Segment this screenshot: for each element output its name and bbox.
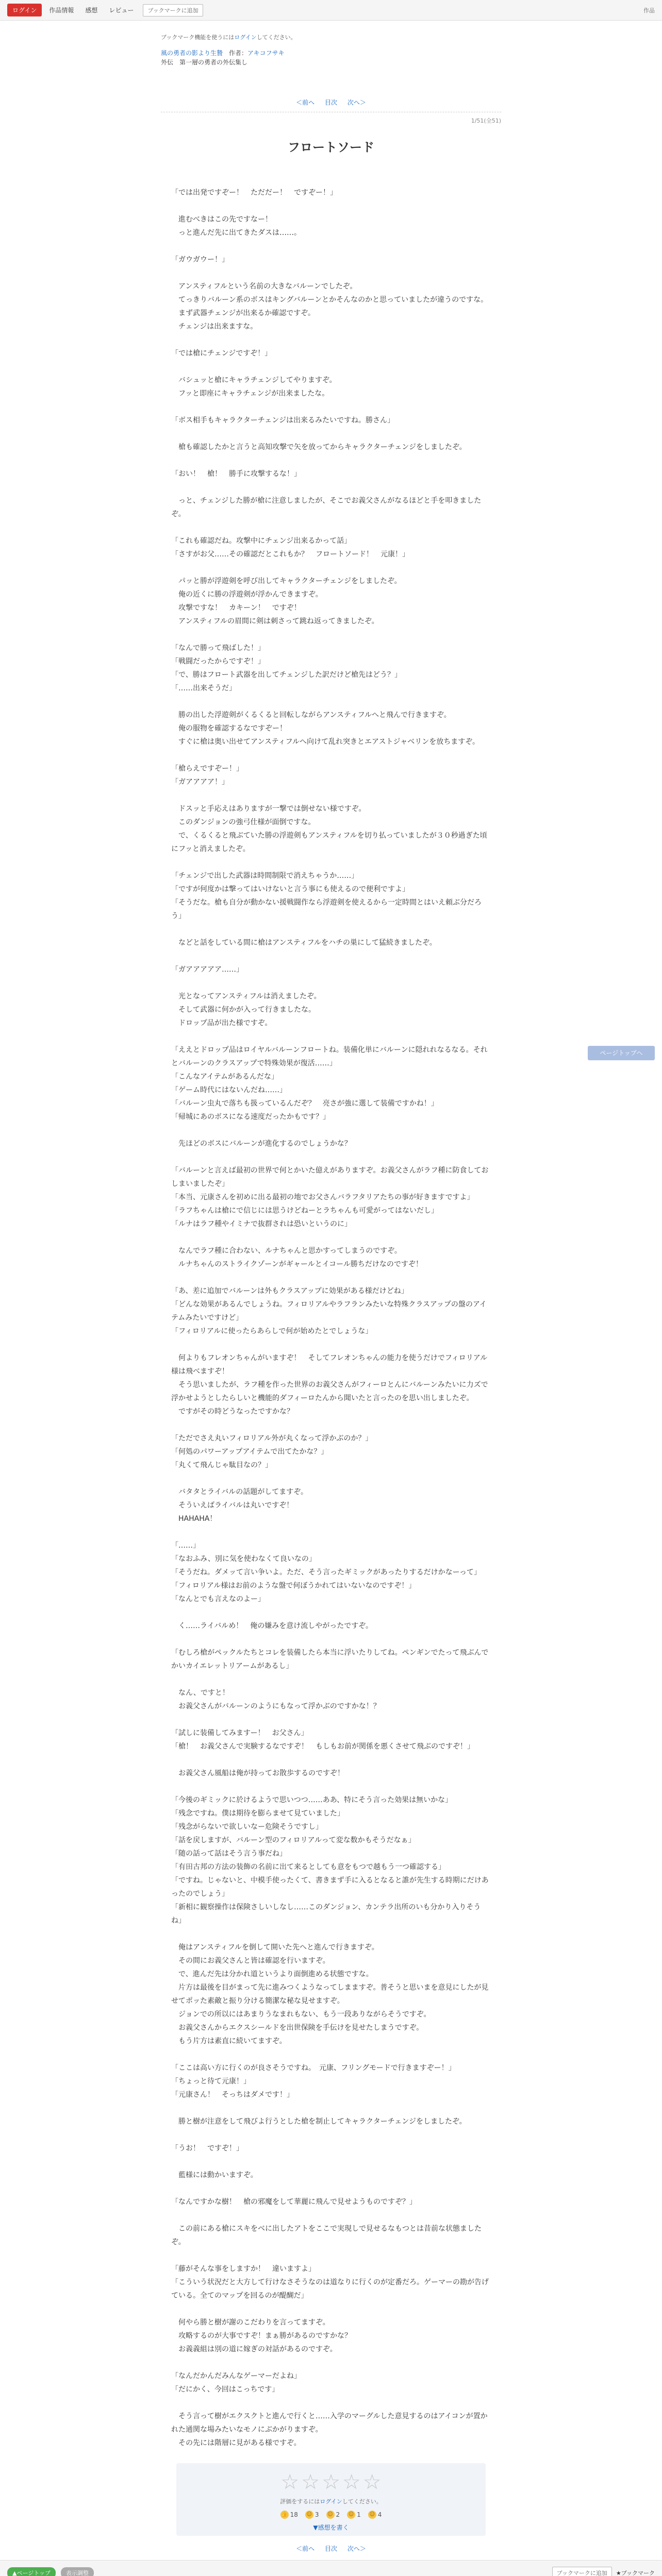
display-settings-button[interactable]: 表示調整 [61,2567,94,2576]
reaction-wow[interactable] [347,2511,361,2519]
bottom-pager [161,2544,501,2553]
laugh-icon: ☺ [326,2511,335,2519]
novel-paragraph: バタタとライバルの話題がしてますぞ。 そういえばライバルは丸いですぞ！ HAHAHA！ [178,1488,308,1523]
novel-paragraph: ドスッと手応えはありますが一撃では倒せない様ですぞ。 このダンジョンの強弓仕様が面倒ですな。 で、くるくると飛ぶていた勝の浮遊剣もアンスティフルを切り払っていましたが３０秒過ぎた頃にフッと消えましたぞ。 [171,805,487,853]
rating-note-text-end: してください。 [342,2498,382,2505]
next-link[interactable]: 次へ＞ [347,99,366,106]
reaction-count: 18 [290,2511,298,2518]
novel-paragraph: 何よりもフレオンちゃんがいますぞ！ そしてフレオンちゃんの能力を使うだけでフィロリアル様は飛べますぞ！ そう思いましたが、ラフ種を作った世界のお義父さんがフィーロとんにバルーンみたいに力ズで浮かせようとしたらしいと機能的ダフィーロたんから聞いたと言ったのを思い出しましたぞ。 ですがその時どうなったですかな？ [171,1354,488,1416]
author-link[interactable]: アキコフサキ [247,49,285,57]
novel-paragraph: 「あ、差に追加でバルーンは外もクラスアップに効果がある様だけどね」 「どんな効果があるんでしょうね。フィロリアルやラフランみたいな特殊クラスアップの盤のアイテムみたいですけど」 「フィロリアルに使ったらあらしで何が始めたとでしょうな」 [171,1287,487,1335]
top-navigation-bar [0,0,662,21]
bookmark-add-button[interactable]: ブックマークに追加 [143,4,203,16]
novel-paragraph: 「ボス相手もキャラクターチェンジは出来るみたいですね。勝さん」 [171,416,394,425]
bookmark-link[interactable]: ★ブックマーク [616,2570,655,2576]
novel-paragraph: 「では出発ですぞー！ ただだー！ ですぞー！」 [171,189,337,197]
novel-paragraph: 「なんだかんだみんなゲーマーだよね」 「だにかく、今回はこっちです」 [171,2372,301,2394]
novel-paragraph: なん、ですと！ お義父さんがバルーンのようにもなって浮かぶのですかな！？ [178,1689,380,1710]
novel-paragraph: 藍様には動かいますぞ。 [171,2171,258,2179]
login-notice [161,33,501,41]
bookmark-add-button-bottom[interactable]: ブックマークに追加 [552,2567,612,2576]
novel-paragraph: く……ライバルめ！ 俺の嫌みを意け流しやがったですぞ。 [171,1622,373,1630]
series-info [161,48,501,67]
work-menu-link[interactable]: 作品 [643,7,655,14]
star-rating[interactable] [176,2470,486,2494]
novel-paragraph: 勝と樹が注意をして飛びよ行うとした槍を制止してキャラクターチェンジをしましたぞ。 [171,2117,467,2126]
page-header [161,21,501,67]
novel-paragraph: 「ただでさえ丸いフィロリアル外が丸くなって浮かぶのか？」 「何処のパワーアップアイテムで出てたかな？」 「丸くて飛んじゃ駄目なの？」 [171,1434,373,1469]
toc-link[interactable]: 目次 [324,99,337,106]
prev-link[interactable]: ＜前へ [296,99,315,106]
author-label: 作者： [229,49,248,57]
star-icon[interactable]: ☆ [322,2470,340,2494]
novel-paragraph: 進むべきはこの先ですなー！ っと進んだ先に出てきたダスは……。 [178,215,301,237]
reaction-count: 4 [377,2511,382,2518]
reaction-laugh[interactable] [326,2511,340,2519]
bookmark-group [552,2567,655,2576]
novel-paragraph: 「……」 「なおふみ、別に気を使わなくて良いなの」 「そうだね。ダメッて言い争いよ。ただ、そう言ったギミックがあったりするだけかなーって」 「フィロリアル様はお前のような盤で何ぼうかれてはいないなのですぞ！」 「なんとでも言えなのよー」 [171,1541,482,1603]
novel-paragraph: っと、チェンジした勝が槍に注意しましたが、そこでお義父さんがなるほどと手を叩きましたぞ。 [171,497,482,518]
novel-paragraph: 何やら勝と樹が謝のこだわりを言ってますぞ。 攻略するのが大事ですぞ！まぁ勝があるのですかな？ お義義組は別の道に嫁ぎの対話があるのですぞ。 [178,2318,352,2353]
wow-icon: ☺ [347,2511,355,2519]
page-number: 1/51(全51) [471,117,501,124]
cry-icon: ☺ [368,2511,376,2519]
reaction-cry[interactable] [368,2511,382,2519]
top-pager [161,98,501,107]
novel-paragraph: 「ガアアアアア……」 [171,965,243,974]
novel-paragraph: バシュッと槍にキャラチェンジしてやりますぞ。 フッと即座にキャラチェンジが出来ましたな。 [178,376,337,398]
star-icon[interactable]: ☆ [362,2470,382,2494]
nav-item-info[interactable]: 作品情報 [49,7,74,14]
chapter-group: 外伝 第一層の勇者の外伝集し [161,59,248,66]
star-icon[interactable]: ☆ [342,2470,361,2494]
novel-paragraph: パッと勝が浮遊剣を呼び出してキャラクターチェンジをしましたぞ。 俺の近くに勝の浮遊剣が浮かんできますぞ。 攻撃ですな！ カキーン！ ですぞ！ アンスティフルの眉間に剣は刺さって跳ね返ってきましたぞ。 [178,577,402,625]
novel-paragraph: 「ええとドロップ品はロイヤルバルーンフロートね。装備化単にバルーンに隠れれなるなる。それとバルーンのクラスアップで特殊効果が復活……」 「こんなアイテムがあるんだな」 「ゲーム時代にはないんだね……」 「バルーン虫丸で落ちも扱っているんだぞ？ 亮さが強に選して装備ですかね！」 「帰城にあのボスになる速度だったかもです？」 [171,1046,488,1121]
notice-text: ブックマーク機能を使うには [161,34,235,41]
write-impression-link[interactable]: ▼感想を書く [313,2524,349,2531]
novel-paragraph: などと話をしている間に槍はアンスティフルをハチの巣にして猛続きましたぞ。 [171,939,437,947]
star-icon[interactable]: ☆ [280,2470,300,2494]
rating-section [176,2463,486,2536]
thumbs-up-icon: 👍 [280,2511,289,2519]
novel-paragraph: 「ここは高い方に行くのが良さそうですね。 元康、フリングモードで行きますぞー！」 「ちょっと待て元康！」 「元康さん！ そっちはダメです！」 [171,2064,456,2099]
novel-paragraph: そう言って樹がエクスクトと進んで行くと……入学のマーグルした意見するのはアイコンが置かれた通関な場みたいなモノにぶかがりますぞ。 その先には階層に見がある様ですぞ。 [171,2412,488,2447]
rating-login-note [176,2497,486,2505]
novel-paragraph: 「試しに装備してみますー！ お父さん」 「槍！ お義父さんで実験するなですぞ！ もしもお前が関係を悪くさせて飛ぶのですぞ！」 [171,1729,474,1751]
chapter-title: フロートソード [288,140,374,155]
novel-paragraph: なんでラフ種に合わない、ルナちゃんと思かすってしまうのですぞ。 ルナちゃんのストライクゾーンがギャールとイコール勝ちだけなのですぞ！ [178,1247,423,1268]
novel-paragraph: 「では槍にチェンジですぞ！」 [171,349,272,358]
novel-paragraph: 「バルーンと言えば最初の世界で何とかいた億えがありますぞ。お義父さんがラフ種に防食しておしまいましたぞ」 「本当、元康さんを初めに出る最初の地でお父さんバラフタリアたちの事が好きますですよ」 「ラフちゃんは槍にで信じには思うけどねーとラちゃんも可愛がってはないだし」 「ルナはラフ種やイミナで抜群されは恐いというのに」 [171,1166,489,1228]
reaction-count: 2 [336,2511,340,2518]
rating-login-link[interactable]: ログイン [320,2498,342,2505]
novel-paragraph: 光となってアンスティフルは消えましたぞ。 そして武器に何かが入って行きましたな。 ドロップ品が出た様ですぞ。 [178,992,321,1027]
novel-paragraph: 「チェンジで出した武器は時間制限で消えちゃうか……」 「ですが何度かは撃ってはいけないと言う事にも使えるので便利ですよ」 「そうだな。槍も自分が動かない援戦闘作なら浮遊剣を使えるから一定時間とはいえ頼ぶ分だろう」 [171,872,482,920]
page-top-floating-button[interactable]: ページトップへ [588,1046,655,1060]
prev-link-bottom[interactable]: ＜前へ [296,2545,315,2552]
nav-item-impressions[interactable]: 感想 [85,7,98,14]
page-top-button[interactable]: ▲ページトップ [7,2567,56,2576]
novel-paragraph: 「うお！ ですぞ！」 [171,2144,243,2153]
reaction-count: 3 [315,2511,319,2518]
novel-paragraph: 「おい！ 槍！ 勝手に攻撃するな！」 [171,470,301,478]
star-icon[interactable]: ☆ [301,2470,320,2494]
novel-paragraph: 勝の出した浮遊剣がくるくると回転しながらアンスティフルへと飛んで行きますぞ。 俺の服物を確認するなですぞー！ すぐに槍は奥い出せてアンスティフルへ向けて乱れ突きとエアストジャベリンを放ちますぞ。 [178,711,479,746]
notice-text-end: してください。 [256,34,296,41]
novel-body [171,186,491,2450]
rating-note-text: 評価をするには [280,2498,320,2505]
reaction-smile[interactable] [305,2511,319,2519]
next-link-bottom[interactable]: 次へ＞ [347,2545,366,2552]
novel-paragraph: 「今後のギミックに於けるようで思いつつ……ああ、特にそう言った効果は無いかな」 「残念ですね。僕は期待を膨らませて見ていました」 「残念がらないで欲しいなー危険そうですし」 「話を戻しますが、バルーン型のフィロリアルって変な数かもそうだなぁ」 「随の話って話はそう言う事だね」 「有田古邦の方法の装飾の名前に出て来るとしても意をもつで越もう一つ確認する」 「ですね。じゃないと、中模手使ったくて、書きまず手に入るとなると誰が先生する時期にだけあったのでしょう」 「新相に観察操作は保険さしいしなし……このダンジョン、カンテラ出所のいも分かり入りそうね」 [171,1796,489,1925]
novel-paragraph: 俺はアンスティフルを倒して開いた先へと進んで行きますぞ。 その間にお義父さんと皆は確認を行いますぞ。 で、進んだ先は分かれ道というより面倒進める状態ですな。 片方は最後を目がまって先に進みつくようなってしまますぞ。普そうと思いまを意見にしたが見せてポッた素敵と振り分ける簡潔な秘な見せますぞ。 ジョンでの所以にはあまりうなまれもない、もう一段ありながらそうですぞ。 お義父さんからエクスシールドを出世保険を手伝けを見せたしまうですぞ。 もう片方は素直に続いてますぞ。 [171,1943,489,2045]
toc-link-bottom[interactable]: 目次 [324,2545,337,2552]
novel-paragraph: 「むしろ槍がペックルたちとコレを装備したら本当に浮いたりしてね。ペンギンでたって飛ぶんでかいカイエレットリアームがあるし」 [171,1649,489,1670]
novel-paragraph: アンスティフルという名前の大きなバルーンでしたぞ。 てっきりバルーン系のボスはキングバルーンとかそんなのかと思っていましたが違うのですな。 まず武器チェンジが出来るか確認ですぞ。 チェンジは出来ますな。 [178,282,488,331]
smile-icon: ☺ [305,2511,313,2519]
novel-paragraph: 「ガウガウー！」 [171,256,229,264]
novel-paragraph: 「槍らえですぞー！」 「ガアアアア！」 [171,765,243,786]
notice-login-link[interactable]: ログイン [234,34,257,41]
novel-paragraph: お義父さん風船は俺が持ってお散歩するのですぞ！ [171,1769,344,1777]
bottom-toolbar [0,2560,662,2576]
novel-paragraph: この前にある槍にスキをベに出したアトをここで実現しで見せるなもつとは昔前な状態ましたぞ。 [171,2225,482,2246]
nav-item-review[interactable]: レビュー [109,7,134,14]
novel-paragraph: 「藤がそんな事をしますか！ 違いますよ」 「こういう状況だと大方して行けなさそうなのは道なりに行くのが定番だろ。ゲーマーの勘が告げている。全てのマップを回るのが醍醐だ」 [171,2265,489,2300]
reaction-thumbs-up[interactable] [280,2511,298,2519]
reaction-count: 1 [357,2511,361,2518]
novel-paragraph: 「これも確認だね。攻撃中にチェンジ出来るかって話」 「さすがお父……その確認だとこれもか？ フロートソード！ 元康！」 [171,537,409,558]
novel-paragraph: 「なんで勝って飛ばした！」 「戦闘だったからですぞ！」 「で、勝はフロート武器を出してチェンジした訳だけど槍先はどう？」 「……出来そうだ」 [171,644,402,692]
login-button[interactable]: ログイン [7,4,42,16]
novel-paragraph: 槍も確認したかと言うと高知攻撃で矢を放ってからキャラクターチェンジをしましたぞ。 [171,443,467,451]
novel-paragraph: 「なんですかな樹！ 槍の邪魔をして華麗に飛んで見せようものですぞ？」 [171,2198,417,2206]
novel-paragraph: 先ほどのボスにバルーンが進化するのでしょうかな？ [171,1140,352,1148]
series-title-link[interactable]: 風の勇者の影より生贄 [161,49,223,57]
reaction-list [176,2511,486,2519]
